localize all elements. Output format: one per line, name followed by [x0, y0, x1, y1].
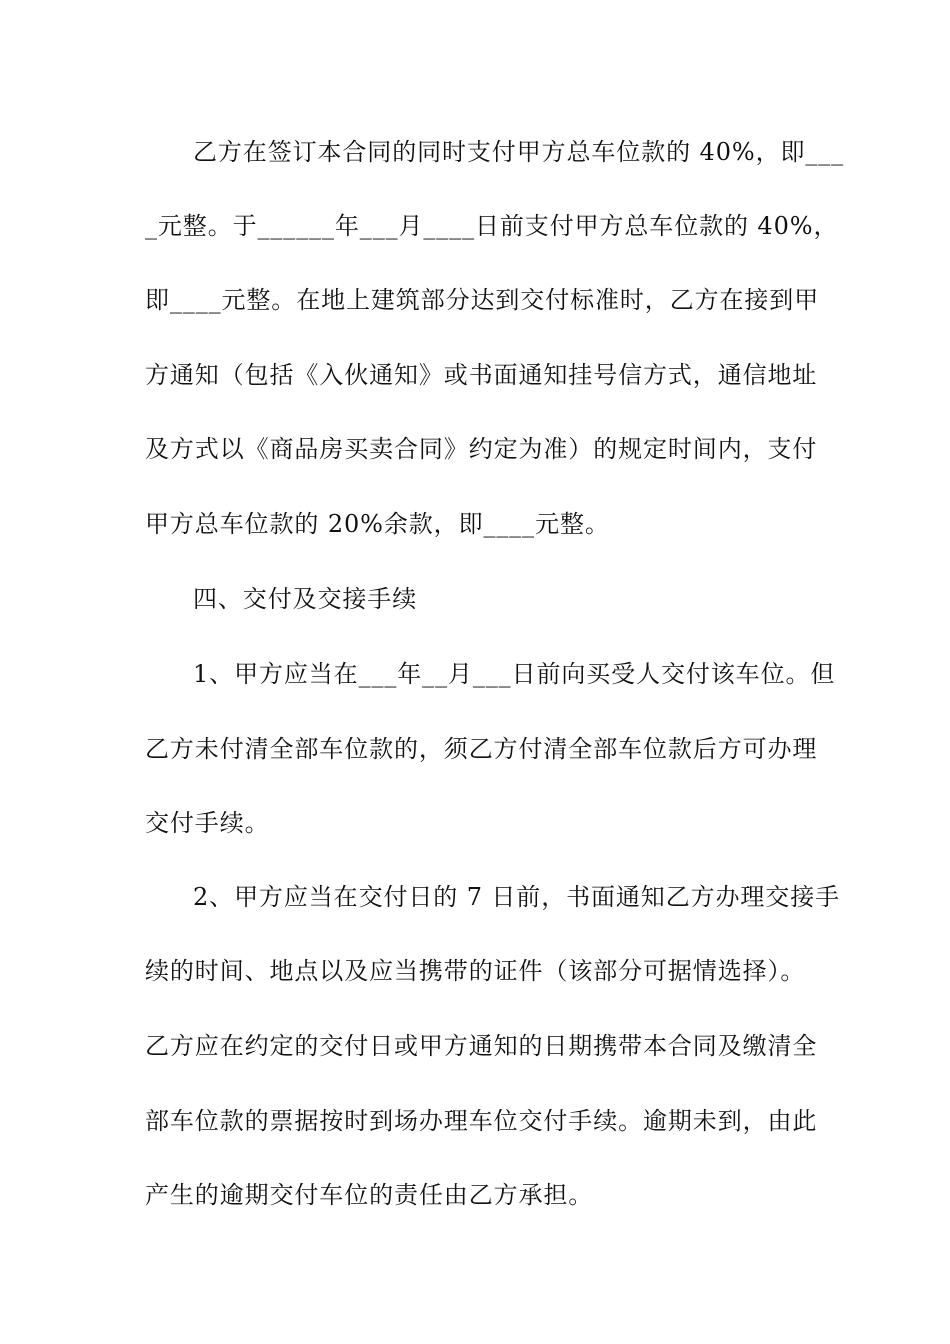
text-line-8: 1、甲方应当在___年__月___日前向买受人交付该车位。但	[193, 660, 836, 688]
text-line-9: 乙方未付清全部车位款的，须乙方付清全部车位款后方可办理	[145, 735, 818, 763]
text-line-12: 续的时间、地点以及应当携带的证件（该部分可据情选择）。	[145, 957, 806, 985]
text-line-10: 交付手续。	[145, 809, 270, 837]
text-line-14: 部车位款的票据按时到场办理车位交付手续。逾期未到，由此	[145, 1107, 818, 1135]
text-line-15: 产生的逾期交付车位的责任由乙方承担。	[145, 1181, 594, 1209]
text-line-11: 2、甲方应当在交付日的 7 日前，书面通知乙方办理交接手	[193, 883, 840, 911]
section-heading: 四、交付及交接手续	[193, 585, 418, 613]
text-line-13: 乙方应在约定的交付日或甲方通知的日期携带本合同及缴清全	[145, 1032, 818, 1060]
text-line-3: 即____元整。在地上建筑部分达到交付标准时，乙方在接到甲	[145, 286, 820, 314]
text-line-5: 及方式以《商品房买卖合同》约定为准）的规定时间内，支付	[145, 435, 818, 463]
text-line-4: 方通知（包括《入伙通知》或书面通知挂号信方式，通信地址	[145, 361, 818, 389]
text-line-2: _元整。于______年___月____日前支付甲方总车位款的 40%，	[145, 212, 839, 240]
text-line-1: 乙方在签订本合同的同时支付甲方总车位款的 40%，即___	[193, 138, 845, 166]
text-line-6: 甲方总车位款的 20%余款，即____元整。	[145, 510, 610, 538]
